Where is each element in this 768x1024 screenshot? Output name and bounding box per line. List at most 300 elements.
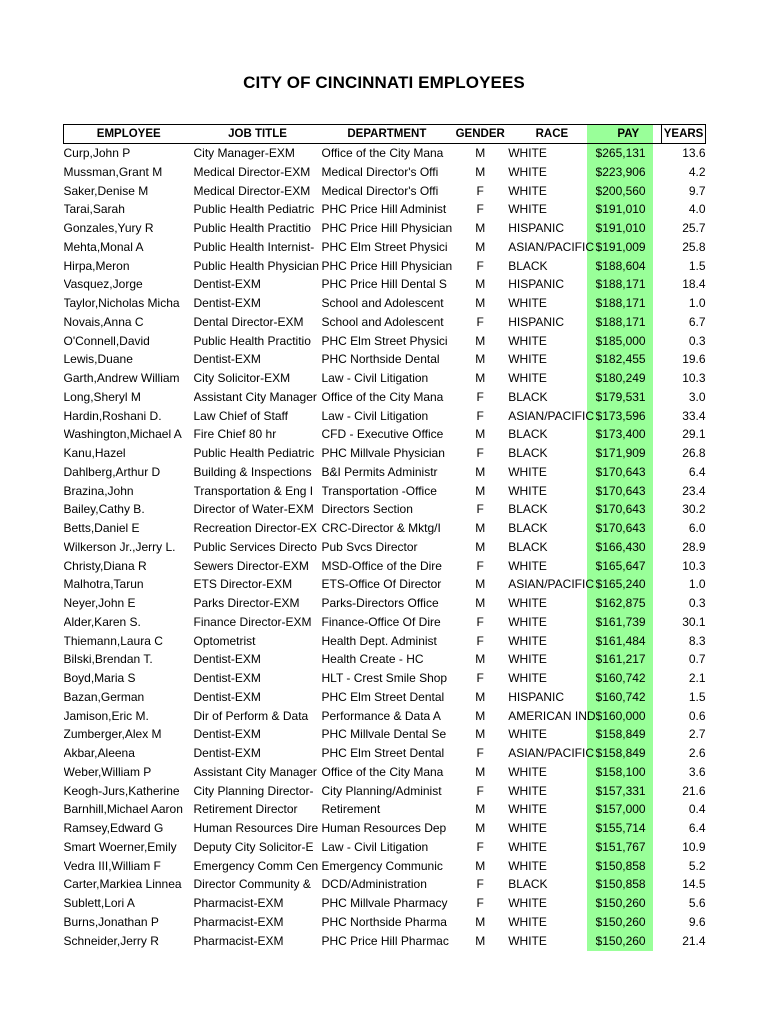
table-row	[64, 350, 706, 369]
table-row	[64, 482, 706, 501]
pay-cell: $185,000	[595, 333, 646, 348]
pay-cell: $173,596	[595, 408, 646, 423]
table-row	[64, 538, 706, 557]
job-title-cell: Retirement Director	[193, 802, 298, 817]
race-cell: ASIAN/PACIFIC	[508, 746, 594, 760]
years-cell: 3.0	[688, 389, 706, 404]
employee-cell: Wilkerson Jr.,Jerry L.	[63, 539, 176, 554]
employee-cell: Long,Sheryl M	[63, 389, 141, 404]
employee-cell: Smart Woerner,Emily	[63, 839, 177, 854]
gender-cell: F	[476, 258, 484, 273]
gender-cell: M	[475, 858, 486, 873]
gender-cell: M	[475, 821, 486, 835]
table-row	[64, 463, 706, 482]
employee-cell: Novais,Anna C	[63, 314, 144, 329]
employee-cell: Neyer,John E	[63, 596, 136, 610]
gender-cell: M	[475, 427, 486, 442]
job-title-cell: Fire Chief 80 hr	[193, 427, 277, 442]
race-cell: WHITE	[508, 633, 547, 648]
race-cell: BLACK	[508, 389, 548, 404]
years-cell: 6.4	[688, 464, 706, 479]
employee-cell: Washington,Michael A	[63, 427, 182, 442]
employee-cell: Mussman,Grant M	[63, 164, 163, 179]
race-cell: WHITE	[508, 783, 547, 798]
job-title-cell: Dentist-EXM	[193, 671, 261, 685]
race-cell: WHITE	[508, 558, 547, 573]
job-title-cell: Dentist-EXM	[193, 689, 261, 704]
table-row	[64, 557, 706, 576]
job-title-cell: Pharmacist-EXM	[193, 933, 284, 948]
pay-cell: $157,000	[595, 802, 646, 817]
job-title-cell: City Solicitor-EXM	[193, 371, 291, 385]
column-header-employee: EMPLOYEE	[96, 128, 161, 140]
employee-cell: Ramsey,Edward G	[63, 821, 164, 835]
gender-cell: F	[476, 633, 484, 648]
pay-cell: $188,171	[595, 296, 646, 310]
gender-cell: M	[475, 764, 486, 779]
years-cell: 18.4	[682, 277, 706, 292]
employee-cell: Tarai,Sarah	[63, 202, 125, 217]
department-cell: Medical Director's Offi	[321, 183, 439, 198]
race-cell: WHITE	[508, 183, 547, 198]
pay-cell: $191,010	[595, 221, 646, 235]
department-cell: Law - Civil Litigation	[321, 839, 429, 854]
pay-cell: $157,331	[595, 783, 646, 798]
employee-cell: Jamison,Eric M.	[63, 708, 149, 723]
job-title-cell: City Planning Director-	[193, 783, 314, 798]
years-cell: 21.6	[682, 783, 706, 798]
pay-cell: $161,484	[595, 633, 646, 648]
pay-cell: $165,240	[595, 577, 646, 592]
gender-cell: M	[475, 277, 486, 292]
years-cell: 6.0	[688, 521, 706, 535]
race-cell: WHITE	[508, 614, 547, 629]
gender-cell: M	[475, 371, 486, 385]
race-cell: WHITE	[508, 164, 547, 179]
pay-cell: $151,767	[595, 839, 646, 854]
race-cell: HISPANIC	[508, 277, 564, 292]
pay-cell: $223,906	[595, 164, 646, 179]
job-title-cell: Assistant City Manager	[193, 389, 317, 404]
job-title-cell: Public Health Practitio	[193, 333, 311, 348]
department-cell: PHC Elm Street Dental	[321, 746, 445, 760]
race-cell: WHITE	[508, 914, 547, 929]
gender-cell: F	[476, 896, 484, 910]
employee-cell: Sublett,Lori A	[63, 896, 135, 910]
gender-cell: M	[475, 539, 486, 554]
employee-cell: Garth,Andrew William	[63, 371, 180, 385]
table-row	[64, 519, 706, 538]
table-row	[64, 425, 706, 444]
employee-cell: Alder,Karen S.	[63, 614, 141, 629]
employee-cell: Brazina,John	[63, 483, 134, 498]
gender-cell: M	[475, 146, 486, 160]
race-cell: WHITE	[508, 333, 547, 348]
gender-cell: M	[475, 296, 486, 310]
gender-cell: M	[475, 164, 486, 179]
job-title-cell: City Manager-EXM	[193, 146, 295, 160]
job-title-cell: Medical Director-EXM	[193, 183, 311, 198]
table-row	[64, 294, 706, 313]
employee-cell: Taylor,Nicholas Micha	[63, 296, 180, 310]
table-row	[64, 500, 706, 519]
employee-cell: Lewis,Duane	[63, 352, 133, 367]
race-cell: HISPANIC	[508, 221, 564, 235]
gender-cell: M	[475, 577, 486, 592]
table-row	[64, 838, 706, 857]
years-cell: 4.2	[688, 164, 706, 179]
job-title-cell: Building & Inspections	[193, 464, 312, 479]
department-cell: Retirement	[321, 802, 381, 817]
table-row	[64, 219, 706, 238]
department-cell: Finance-Office Of Dire	[321, 614, 441, 629]
job-title-cell: Public Health Pediatric	[193, 446, 315, 460]
department-cell: Office of the City Mana	[321, 146, 444, 160]
years-cell: 29.1	[682, 427, 706, 442]
department-cell: School and Adolescent	[321, 314, 444, 329]
department-cell: PHC Price Hill Physician	[321, 221, 453, 235]
column-header-pay: PAY	[617, 128, 640, 140]
table-body	[64, 144, 706, 951]
gender-cell: M	[475, 352, 486, 367]
race-cell: WHITE	[508, 146, 547, 160]
table-row	[64, 238, 706, 257]
gender-cell: F	[476, 746, 484, 760]
years-cell: 2.6	[688, 746, 706, 760]
race-cell: BLACK	[508, 539, 548, 554]
job-title-cell: Assistant City Manager	[193, 764, 317, 779]
job-title-cell: Dentist-EXM	[193, 746, 261, 760]
department-cell: Health Create - HC	[321, 652, 424, 667]
pay-cell: $170,643	[595, 483, 646, 498]
department-cell: ETS-Office Of Director	[321, 577, 442, 592]
job-title-cell: Transportation & Eng I	[193, 483, 314, 498]
job-title-cell: Dentist-EXM	[193, 277, 261, 292]
pay-cell: $188,604	[595, 258, 646, 273]
department-cell: PHC Price Hill Pharmac	[321, 933, 449, 948]
table-row	[64, 332, 706, 351]
pay-cell: $170,643	[595, 502, 646, 517]
race-cell: BLACK	[508, 877, 548, 892]
employee-cell: O'Connell,David	[63, 333, 150, 348]
years-cell: 5.2	[688, 858, 706, 873]
pay-cell: $170,643	[595, 521, 646, 535]
pay-cell: $160,000	[595, 708, 646, 723]
job-title-cell: Pharmacist-EXM	[193, 896, 284, 910]
years-cell: 5.6	[688, 896, 706, 910]
race-cell: WHITE	[508, 483, 547, 498]
years-cell: 3.6	[688, 764, 706, 779]
years-cell: 6.4	[688, 821, 706, 835]
years-cell: 0.4	[688, 802, 706, 817]
table-row	[64, 163, 706, 182]
job-title-cell: Dir of Perform & Data	[193, 708, 309, 723]
job-title-cell: Dentist-EXM	[193, 296, 261, 310]
pay-cell: $165,647	[595, 558, 646, 573]
gender-cell: M	[475, 464, 486, 479]
race-cell: ASIAN/PACIFIC	[508, 239, 594, 254]
pay-cell: $173,400	[595, 427, 646, 442]
race-cell: WHITE	[508, 202, 547, 217]
pay-cell: $150,260	[595, 914, 646, 929]
table-row	[64, 932, 706, 951]
race-cell: WHITE	[508, 933, 547, 948]
years-cell: 1.5	[688, 258, 706, 273]
race-cell: BLACK	[508, 258, 548, 273]
table-row	[64, 144, 706, 163]
table-row	[64, 800, 706, 819]
job-title-cell: Deputy City Solicitor-E	[193, 839, 314, 854]
years-cell: 25.7	[682, 221, 706, 235]
employee-cell: Gonzales,Yury R	[63, 221, 154, 235]
table-row	[64, 688, 706, 707]
job-title-cell: Pharmacist-EXM	[193, 914, 284, 929]
table-row	[64, 594, 706, 613]
table-row	[64, 857, 706, 876]
gender-cell: F	[476, 877, 484, 892]
years-cell: 2.7	[688, 727, 706, 742]
department-cell: PHC Price Hill Physician	[321, 258, 453, 273]
years-cell: 26.8	[682, 446, 706, 460]
table-row	[64, 763, 706, 782]
race-cell: WHITE	[508, 727, 547, 742]
column-header-gender: GENDER	[455, 128, 505, 140]
employee-cell: Vasquez,Jorge	[63, 277, 143, 292]
race-cell: WHITE	[508, 821, 547, 835]
department-cell: PHC Millvale Dental Se	[321, 727, 447, 742]
race-cell: BLACK	[508, 446, 548, 460]
years-cell: 9.7	[688, 183, 706, 198]
employee-cell: Mehta,Monal A	[63, 239, 144, 254]
job-title-cell: Public Health Pediatric	[193, 202, 315, 217]
employee-cell: Barnhill,Michael Aaron	[63, 802, 183, 817]
gender-cell: M	[475, 521, 486, 535]
race-cell: WHITE	[508, 352, 547, 367]
pay-cell: $191,009	[595, 239, 646, 254]
table-row	[64, 369, 706, 388]
table-row	[64, 744, 706, 763]
table-row	[64, 669, 706, 688]
job-title-cell: Director of Water-EXM	[193, 502, 314, 517]
job-title-cell: Public Services Directo	[193, 539, 317, 554]
table-row	[64, 275, 706, 294]
years-cell: 4.0	[688, 202, 706, 217]
pay-cell: $160,742	[595, 671, 646, 685]
gender-cell: M	[475, 333, 486, 348]
table-row	[64, 388, 706, 407]
table-row	[64, 632, 706, 651]
job-title-cell: Human Resources Dire	[193, 821, 319, 835]
employee-cell: Keogh-Jurs,Katherine	[63, 783, 180, 798]
department-cell: Pub Svcs Director	[321, 539, 418, 554]
race-cell: WHITE	[508, 464, 547, 479]
job-title-cell: Emergency Comm Cen	[193, 858, 319, 873]
employee-cell: Schneider,Jerry R	[63, 933, 159, 948]
department-cell: Performance & Data A	[321, 708, 441, 723]
race-cell: BLACK	[508, 521, 548, 535]
gender-cell: F	[476, 183, 484, 198]
gender-cell: F	[476, 202, 484, 217]
department-cell: CRC-Director & Mktg/I	[321, 521, 441, 535]
employee-cell: Bilski,Brendan T.	[63, 652, 153, 667]
employee-cell: Kanu,Hazel	[63, 446, 126, 460]
department-cell: School and Adolescent	[321, 296, 444, 310]
department-cell: MSD-Office of the Dire	[321, 558, 442, 573]
job-title-cell: Dentist-EXM	[193, 652, 261, 667]
gender-cell: F	[476, 614, 484, 629]
pay-cell: $158,100	[595, 764, 646, 779]
employee-cell: Curp,John P	[63, 146, 131, 160]
race-cell: WHITE	[508, 671, 547, 685]
race-cell: WHITE	[508, 371, 547, 385]
pay-cell: $160,742	[595, 689, 646, 704]
job-title-cell: Recreation Director-EX	[193, 521, 317, 535]
years-cell: 33.4	[682, 408, 706, 423]
job-title-cell: Public Health Internist-	[193, 239, 315, 254]
job-title-cell: Parks Director-EXM	[193, 596, 300, 610]
table-row	[64, 707, 706, 726]
gender-cell: F	[476, 839, 484, 854]
table-row	[64, 407, 706, 426]
race-cell: WHITE	[508, 802, 547, 817]
department-cell: Law - Civil Litigation	[321, 371, 429, 385]
gender-cell: M	[475, 221, 486, 235]
years-cell: 30.1	[682, 614, 706, 629]
department-cell: PHC Elm Street Physici	[321, 333, 448, 348]
table-row	[64, 875, 706, 894]
department-cell: Emergency Communic	[321, 858, 443, 873]
race-cell: WHITE	[508, 652, 547, 667]
race-cell: WHITE	[508, 596, 547, 610]
pay-cell: $150,858	[595, 858, 646, 873]
gender-cell: F	[476, 446, 484, 460]
pay-cell: $150,858	[595, 877, 646, 892]
pay-cell: $182,455	[595, 352, 646, 367]
employee-cell: Burns,Jonathan P	[63, 914, 159, 929]
department-cell: Health Dept. Administ	[321, 633, 437, 648]
years-cell: 30.2	[682, 502, 706, 517]
gender-cell: F	[476, 783, 484, 798]
department-cell: PHC Northside Pharma	[321, 914, 447, 929]
pay-cell: $161,739	[595, 614, 646, 629]
table-row	[64, 200, 706, 219]
employee-cell: Christy,Diana R	[63, 558, 147, 573]
pay-cell: $166,430	[595, 539, 646, 554]
column-header-race: RACE	[535, 128, 569, 140]
years-cell: 1.0	[688, 296, 706, 310]
gender-cell: M	[475, 483, 486, 498]
employee-cell: Akbar,Aleena	[63, 746, 135, 760]
race-cell: WHITE	[508, 839, 547, 854]
years-cell: 0.6	[688, 708, 706, 723]
years-cell: 0.7	[688, 652, 706, 667]
pay-cell: $162,875	[595, 596, 646, 610]
employee-cell: Zumberger,Alex M	[63, 727, 162, 742]
gender-cell: F	[476, 502, 484, 517]
years-cell: 19.6	[682, 352, 706, 367]
employee-cell: Boyd,Maria S	[63, 671, 136, 685]
table-row	[64, 613, 706, 632]
table-row	[64, 782, 706, 801]
years-cell: 10.3	[682, 371, 706, 385]
pay-cell: $170,643	[595, 464, 646, 479]
years-cell: 0.3	[688, 596, 706, 610]
years-cell: 1.5	[688, 689, 706, 704]
years-cell: 0.3	[688, 333, 706, 348]
race-cell: WHITE	[508, 296, 547, 310]
gender-cell: F	[476, 389, 484, 404]
department-cell: Transportation -Office	[321, 483, 437, 498]
gender-cell: M	[475, 802, 486, 817]
gender-cell: M	[475, 933, 486, 948]
employee-cell: Thiemann,Laura C	[63, 633, 163, 648]
years-cell: 23.4	[682, 483, 706, 498]
department-cell: PHC Price Hill Dental S	[321, 277, 447, 292]
race-cell: ASIAN/PACIFIC	[508, 577, 594, 592]
department-cell: Medical Director's Offi	[321, 164, 439, 179]
race-cell: ASIAN/PACIFIC	[508, 408, 594, 423]
race-cell: HISPANIC	[508, 689, 564, 704]
race-cell: WHITE	[508, 896, 547, 910]
pay-cell: $188,171	[595, 314, 646, 329]
job-title-cell: Medical Director-EXM	[193, 164, 311, 179]
job-title-cell: Law Chief of Staff	[193, 408, 288, 423]
job-title-cell: Director Community &	[193, 877, 311, 892]
pay-cell: $200,560	[595, 183, 646, 198]
race-cell: WHITE	[508, 858, 547, 873]
gender-cell: M	[475, 689, 486, 704]
job-title-cell: Sewers Director-EXM	[193, 558, 309, 573]
gender-cell: F	[476, 558, 484, 573]
gender-cell: M	[475, 239, 486, 254]
years-cell: 6.7	[688, 314, 706, 329]
department-cell: PHC Elm Street Dental	[321, 689, 445, 704]
years-cell: 14.5	[682, 877, 706, 892]
job-title-cell: Dentist-EXM	[193, 727, 261, 742]
table-row	[64, 182, 706, 201]
pay-cell: $158,849	[595, 727, 646, 742]
department-cell: Human Resources Dep	[321, 821, 447, 835]
employee-cell: Carter,Markiea Linnea	[63, 877, 182, 892]
employee-cell: Dahlberg,Arthur D	[63, 464, 161, 479]
table-row	[64, 444, 706, 463]
job-title-cell: Public Health Physician	[193, 258, 319, 273]
years-cell: 2.1	[688, 671, 706, 685]
years-cell: 10.9	[682, 839, 706, 854]
table-row	[64, 313, 706, 332]
employee-table	[63, 124, 706, 950]
gender-cell: M	[475, 596, 486, 610]
years-cell: 28.9	[682, 539, 706, 554]
table-row	[64, 575, 706, 594]
pay-cell: $155,714	[595, 821, 646, 835]
department-cell: PHC Elm Street Physici	[321, 239, 448, 254]
table-row	[64, 894, 706, 913]
department-cell: Law - Civil Litigation	[321, 408, 429, 423]
job-title-cell: Optometrist	[193, 633, 256, 648]
pay-cell: $179,531	[595, 389, 646, 404]
employee-cell: Betts,Daniel E	[63, 521, 140, 535]
department-cell: B&I Permits Administr	[321, 464, 438, 479]
page-title: CITY OF CINCINNATI EMPLOYEES	[243, 73, 525, 92]
job-title-cell: ETS Director-EXM	[193, 577, 293, 592]
gender-cell: F	[476, 408, 484, 423]
table-row	[64, 257, 706, 276]
column-header-job-title: JOB TITLE	[228, 128, 287, 140]
years-cell: 21.4	[682, 933, 706, 948]
employee-cell: Saker,Denise M	[63, 183, 149, 198]
years-cell: 10.3	[682, 558, 706, 573]
